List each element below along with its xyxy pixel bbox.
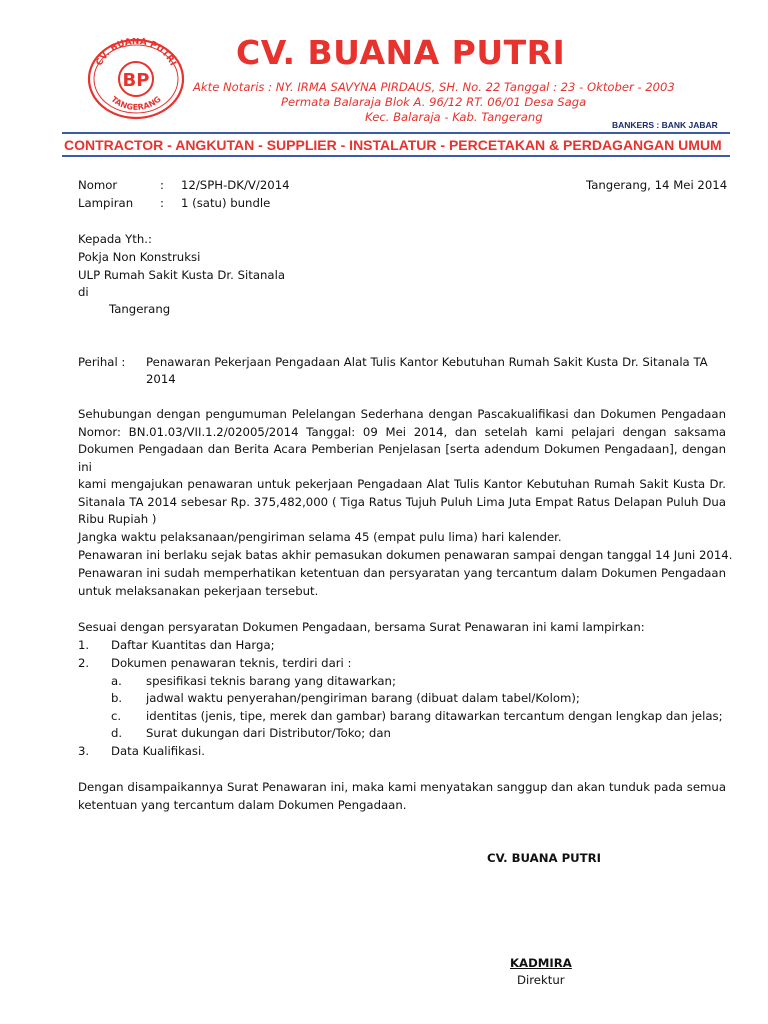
intro-paragraph [78, 406, 726, 529]
sublist-item-letter: a. [111, 674, 122, 688]
attachments-intro: Sesuai dengan persyaratan Dokumen Pengadaan, bersama Surat Penawaran ini kami lampirkan: [78, 620, 645, 634]
sublist-item: jadwal waktu penyerahan/pengiriman barang (dibuat dalam tabel/Kolom); [146, 691, 580, 705]
letterhead-rule-bottom [62, 155, 730, 157]
intro-paragraph-line: Dokumen Pengadaan dan Berita Acara Pemberian Penjelasan [serta adendum Dokumen Pengadaan], dengan ini [78, 442, 726, 474]
closing-line: ketentuan yang tercantum dalam Dokumen Pengadaan. [78, 797, 407, 812]
lampiran-value: 1 (satu) bundle [181, 196, 271, 210]
lampiran-colon: : [160, 196, 164, 210]
nomor-colon: : [160, 178, 164, 192]
recipient-line-2: ULP Rumah Sakit Kusta Dr. Sitanala [78, 268, 285, 282]
nomor-label: Nomor [78, 178, 118, 192]
sublist-item: spesifikasi teknis barang yang ditawarkan; [146, 674, 396, 688]
subject-line-1: Penawaran Pekerjaan Pengadaan Alat Tulis Kantor Kebutuhan Rumah Sakit Kusta Dr. Sitanala TA [146, 355, 708, 369]
subject-line-2: 2014 [146, 372, 176, 386]
list-item: Daftar Kuantitas dan Harga; [111, 638, 275, 652]
nomor-value: 12/SPH-DK/V/2014 [181, 178, 290, 192]
intro-paragraph-line: Nomor: BN.01.03/VII.1.2/02005/2014 Tanggal: 09 Mei 2014, dan setelah kami pelajari dengan saksama [78, 424, 726, 439]
lampiran-label: Lampiran [78, 196, 134, 210]
business-tagline: CONTRACTOR - ANGKUTAN - SUPPLIER - INSTALATUR - PERCETAKAN & PERDAGANGAN UMUM [64, 137, 722, 153]
sublist-item-letter: b. [111, 691, 123, 705]
compliance-line: untuk melaksanakan pekerjaan tersebut. [78, 583, 319, 598]
recipient-line-1: Pokja Non Konstruksi [78, 250, 201, 264]
logo-bottom-text: TANGERANG [109, 94, 163, 112]
intro-paragraph-line: Ribu Rupiah ) [78, 512, 157, 526]
sublist-item-letter: c. [111, 709, 122, 723]
letter-date: Tangerang, 14 Mei 2014 [586, 178, 728, 192]
compliance-line: Penawaran ini sudah memperhatikan ketentuan dan persyaratan yang tercantum dalam Dokumen Pengadaan [78, 566, 726, 580]
bankers-note: BANKERS : BANK JABAR [612, 120, 718, 130]
company-logo [86, 38, 186, 120]
validity-line: Penawaran ini berlaku sejak batas akhir pemasukan dokumen penawaran sampai dengan tanggal 14 Juni 2014. [78, 548, 733, 562]
letterhead-rule-top [62, 132, 730, 134]
notary-deed-line: Akte Notaris : NY. IRMA SAVYNA PIRDAUS, SH. No. 22 Tanggal : 23 - Oktober - 2003 [193, 80, 675, 94]
compliance-paragraph [78, 565, 726, 600]
recipient-greeting: Kepada Yth.: [78, 232, 152, 246]
recipient-line-3: di [78, 285, 89, 299]
intro-paragraph-line: Sehubungan dengan pengumuman Pelelangan Sederhana dengan Pascakualifikasi dan Dokumen Pengadaan [78, 407, 726, 421]
logo-top-text: CV. BUANA PUTRI [94, 38, 178, 68]
list-item-number: 2. [78, 656, 90, 670]
sublist-item: Surat dukungan dari Distributor/Toko; dan [146, 726, 391, 740]
subject-label: Perihal : [78, 355, 126, 369]
closing-line: Dengan disampaikannya Surat Penawaran ini, maka kami menyatakan sanggup dan akan tunduk pada semua [78, 780, 726, 794]
list-item: Dokumen penawaran teknis, terdiri dari : [111, 656, 352, 670]
district-line: Kec. Balaraja - Kab. Tangerang [365, 110, 543, 124]
list-item: Data Kualifikasi. [111, 744, 205, 758]
signature-company: CV. BUANA PUTRI [487, 851, 601, 865]
list-item-number: 3. [78, 744, 90, 758]
sublist-item-letter: d. [111, 726, 123, 740]
intro-paragraph-line: Sitanala TA 2014 sebesar Rp. 375,482,000 ( Tiga Ratus Tujuh Puluh Lima Juta Empat Ratus Delapan Puluh Dua [78, 494, 726, 509]
list-item-number: 1. [78, 638, 90, 652]
signatory-name: KADMIRA [510, 956, 572, 970]
delivery-period-line: Jangka waktu pelaksanaan/pengiriman selama 45 (empat pulu lima) hari kalender. [78, 530, 562, 544]
recipient-city: Tangerang [109, 302, 171, 316]
signatory-title: Direktur [517, 973, 565, 987]
logo-monogram: BP [122, 70, 150, 91]
closing-paragraph [78, 779, 726, 814]
sublist-item: identitas (jenis, tipe, merek dan gambar) barang ditawarkan tercantum dengan lengkap dan jelas; [146, 709, 723, 723]
intro-paragraph-line: kami mengajukan penawaran untuk pekerjaan Pengadaan Alat Tulis Kantor Kebutuhan Rumah Sakit Kusta Dr. [78, 477, 726, 491]
company-name: CV. BUANA PUTRI [236, 33, 566, 72]
address-line: Permata Balaraja Blok A. 96/12 RT. 06/01 Desa Saga [281, 95, 587, 109]
